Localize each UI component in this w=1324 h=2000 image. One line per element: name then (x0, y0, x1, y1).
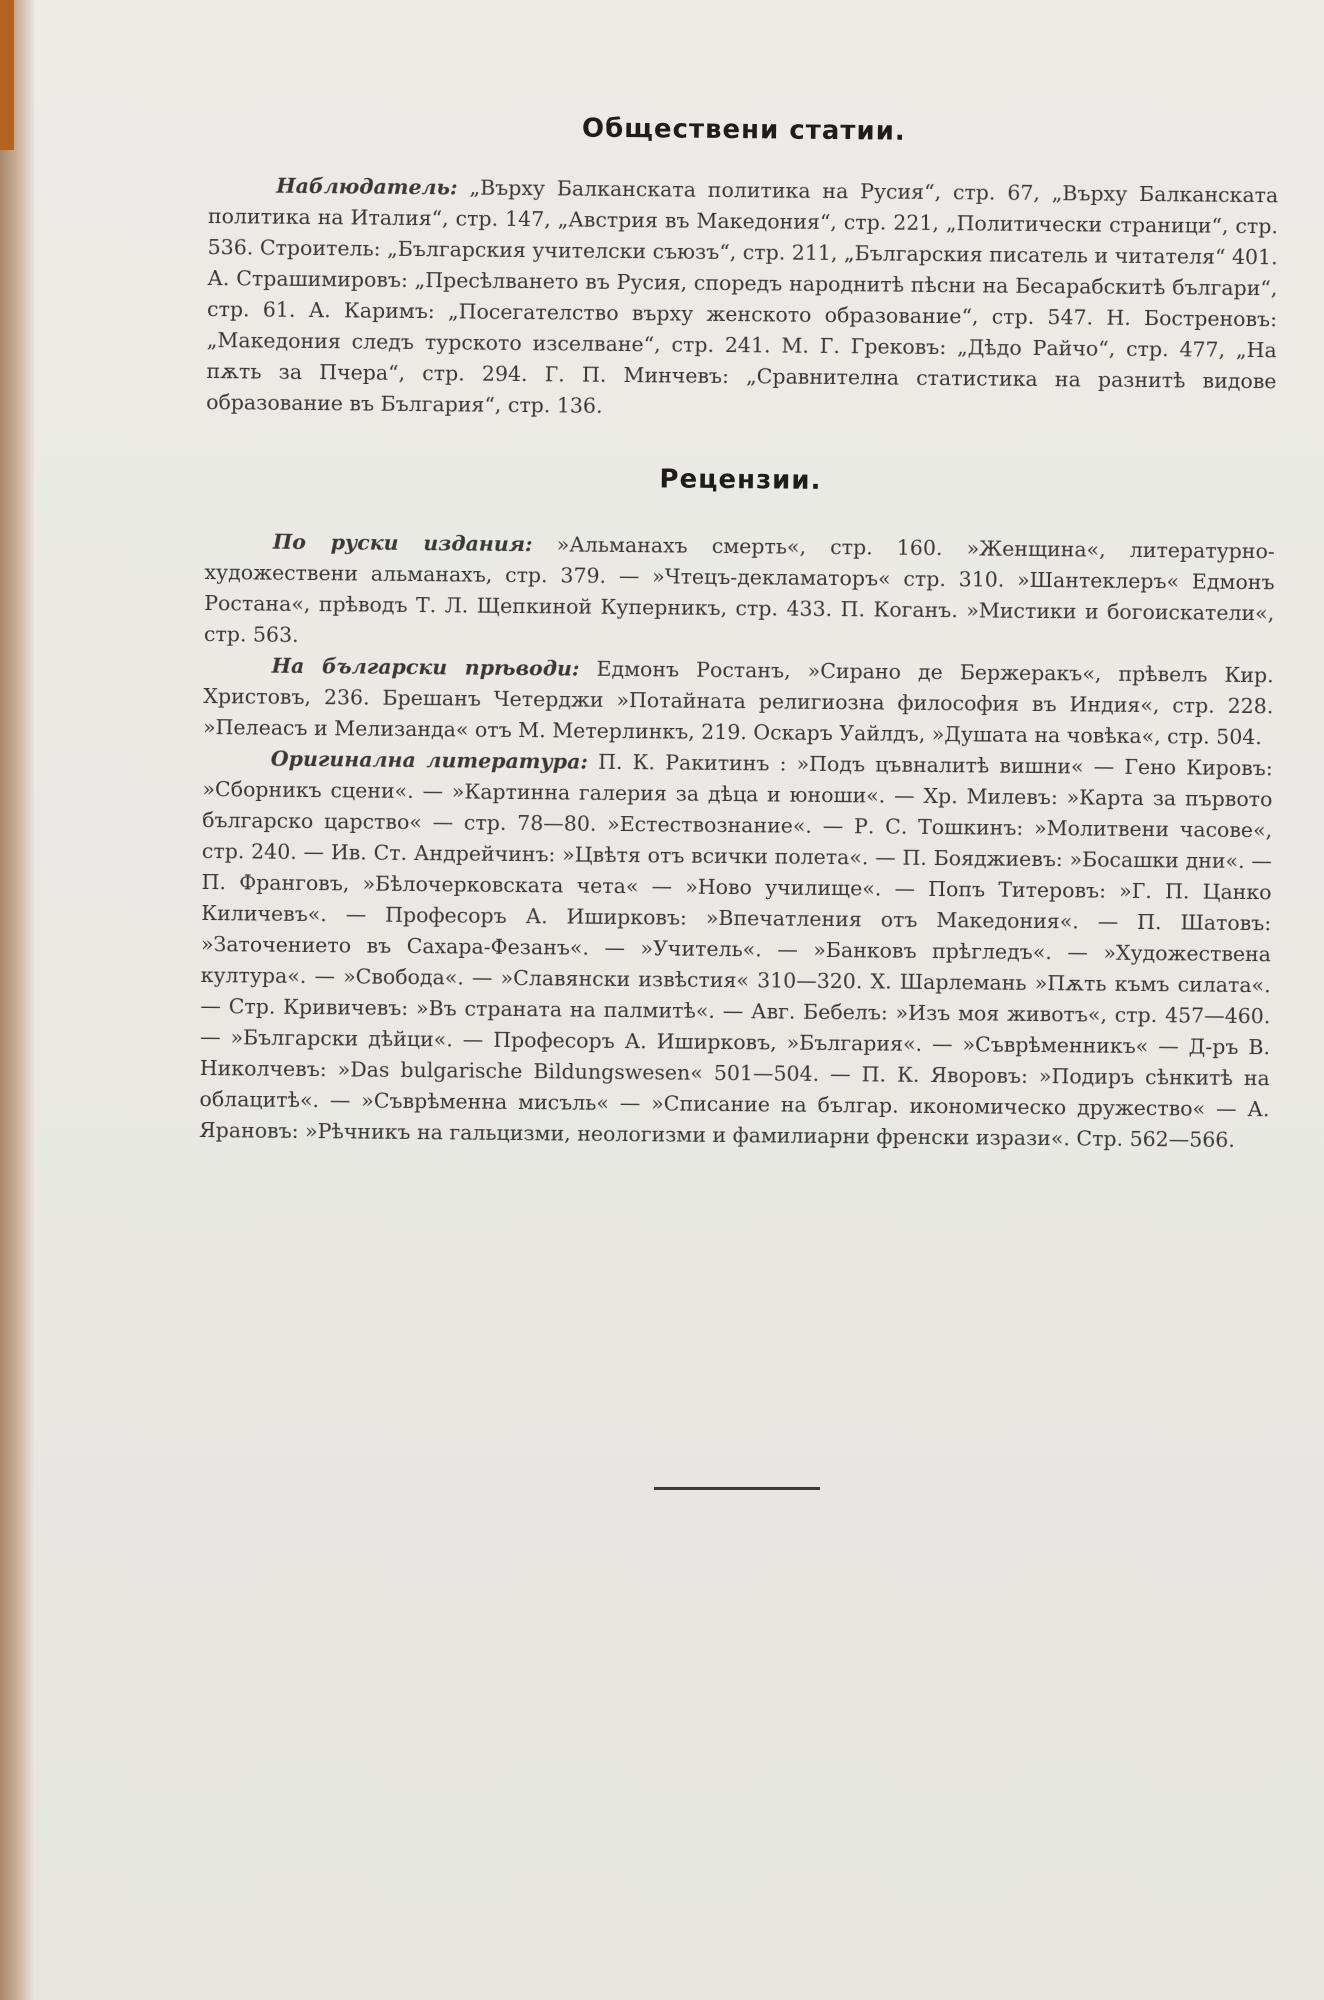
reviews-russian-paragraph (204, 526, 1275, 660)
spine-color-tab (0, 0, 14, 150)
reviews-original-lead: Оригинална литература: (270, 746, 589, 774)
book-spine (0, 0, 34, 2000)
reviews-translations-paragraph (203, 650, 1274, 753)
social-lead: Наблюдатель: (276, 173, 458, 200)
social-text: „Върху Балканската политика на Русия“, стр. 67, „Върху Балканската политика на Италия“, стр. 147, „Австрия въ Македония“, стр. 221, „Политически страници“, стр. 536. Строитель: „Българския учителски съюзъ“, стр. 211, „Българския писатель и читателя“ 401. А. Страшимировъ: „Пресѣлването въ Русия, споредъ народнитѣ пѣсни на Бесарабскитѣ българи“, стр. 61. А. Каримъ: „Посегателство върху женското образование“, стр. 547. Н. Бостреновъ: „Македония следъ турското изселване“, стр. 241. М. Г. Грековъ: „Дѣдо Райчо“, стр. 477, „На пѫть за Пчера“, стр. 294. Г. П. Минчевъ: „Сравнителна статистика на разнитѣ видове образование въ България“, стр. 136. (206, 175, 1279, 418)
reviews-original-paragraph (199, 743, 1273, 1156)
reviews-translations-text: Едмонъ Ростанъ, »Сирано де Бержеракъ«, прѣвелъ Кир. Христовъ, 236. Брешанъ Четерджи »Потайната религиозна философия въ Индия«, стр. 228. »Пелеасъ и Мелизанда« отъ М. Метерлинкъ, 219. Оскаръ Уайлдъ, »Душата на човѣка«, стр. 504. (202, 656, 1274, 750)
reviews-translations-lead: На български прѣводи: (271, 653, 580, 681)
reviews-russian-text: »Альманахъ смерть«, стр. 160. »Женщина«, литературно-художествени альманахъ, стр. 379. — »Чтецъ-декламаторъ« стр. 310. »Шантеклеръ« Едмонъ Ростана«, прѣводъ Т. Л. Щепкиной Куперникъ, стр. 433. П. Коганъ. »Мистики и богоискатели«, стр. 563. (203, 532, 1275, 647)
book-page (34, 0, 1324, 2000)
page-content (199, 110, 1279, 1156)
social-articles-paragraph (206, 170, 1278, 428)
reviews-original-text: П. К. Ракитинъ : »Подъ цъвналитѣ вишни« — Гено Кировъ: »Сборникъ сцени«. — »Картинна галерия за дѣца и юноши«. — Хр. Милевъ: »Карта за първото българско царство« — стр. 78—80. »Естествознание«. — Р. С. Тошкинъ: »Молитвени часове«, стр. 240. — Ив. Ст. Андрейчинъ: »Цвѣтя отъ всички полета«. — П. Бояджиевъ: »Босашки дни«. — П. Франговъ, »Бѣлочерковската чета« — »Ново училище«. — Попъ Титеровъ: »Г. П. Цанко Киличевъ«. — Професоръ А. Иширковъ: »Впечатления отъ Македония«. — П. Шатовъ: »Заточението въ Сахара-Фезанъ«. — »Учитель«. — »Банковъ прѣгледъ«. — »Художествена култура«. — »Свобода«. — »Славянски извѣстия« 310—320. Х. Шарлемань »Пѫть къмъ силата«. — Стр. Кривичевъ: »Въ страната на палмитѣ«. — Авг. Бебелъ: »Изъ моя животъ«, стр. 457—460. — »Български дѣйци«. — Професоръ А. Иширковъ, »България«. — »Съврѣменникъ« — Д-ръ В. Николчевъ: »Das bulgarische Bildungswesen« 501—504. — П. К. Яворовъ: »Подиръ сѣнкитѣ на облацитѣ«. — »Съврѣменна мисъль« — »Списание на българ. икономическо дружество« — А. Ярановъ: »Рѣчникъ на гальцизми, неологизми и фамилиарни френски изрази«. Стр. 562—566. (199, 749, 1273, 1152)
section-heading-reviews: Рецензии. (659, 464, 822, 496)
reviews-russian-lead: По руски издания: (272, 529, 533, 557)
end-rule-divider (654, 1487, 820, 1490)
section-heading-social-articles: Обществени статии. (581, 113, 906, 147)
